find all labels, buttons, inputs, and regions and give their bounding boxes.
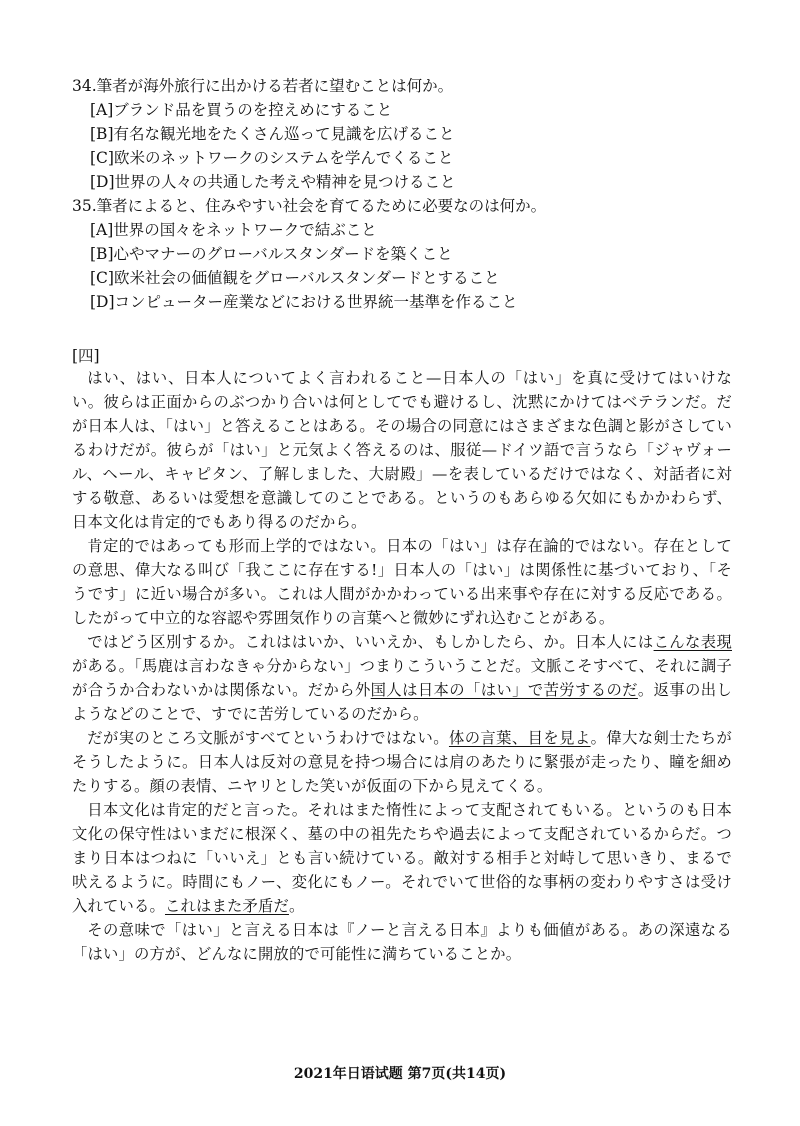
question-stem: 34.筆者が海外旅行に出かける若者に望むことは何か。 [72,77,454,95]
option-b: [B]有名な観光地をたくさん巡って見識を広げること [90,125,455,143]
paragraph-text: だが実のところ文脈がすべてというわけではない。 [87,729,449,747]
question-stem: 35.筆者によると、住みやすい社会を育てるために必要なのは何か。 [72,197,547,215]
paragraph-text: 。 [288,897,305,915]
paragraph-text: 日本文化は肯定的だと言った。それはまた惰性によって支配されてもいる。というのも日本文化の保守性はいまだに根深く、墓の中の祖先たちや過去によって支配されているからだ。つまり日本はつねに「いいえ」とも言い続けている。敵対する相手と対峙して思いきり、まるで吠えるように。時間にもノー、変化にもノー。それでいて世俗的な事柄の変わりやすさは受け入れている。 [72,801,732,915]
underlined-phrase: これはまた矛盾だ [164,897,289,915]
option-d: [D]世界の人々の共通した考えや精神を見つけること [90,173,456,191]
paragraph-text: 。返事の出しようなどのことで、すでに苦労しているのだから。 [72,681,732,723]
option-d: [D]コンピューター産業などにおける世界統一基準を作ること [90,293,518,311]
reading-passage [72,366,732,966]
question-list [72,74,762,314]
paragraph-1: はい、はい、日本人についてよく言われること—日本人の「はい」を真に受けてはいけない。彼らは正面からのぶつかり合いは何としてでも避けるし、沈黙にかけてはベテランだ。だが日本人は、「はい」と答えることはある。その場合の同意にはさまざまな色調と影がさしているわけだが。彼らが「はい」と元気よく答えるのは、服従—ドイツ語で言うなら「ジャヴォール、ヘール、キャピタン、了解しました、大尉殿」—を表しているだけではなく、対話者に対する敬意、あるいは愛想を意識してのことである。というのもあらゆる欠如にもかかわらず、日本文化は肯定的でもあり得るのだから。 [72,369,732,531]
paragraph-5 [72,798,732,918]
option-c: [C]欧米のネットワークのシステムを学んでくること [90,149,454,167]
question-34 [72,74,762,194]
underlined-phrase: こんな表現 [653,633,732,651]
paragraph-3 [72,630,732,726]
paragraph-2: 肯定的ではあっても形而上学的ではない。日本の「はい」は存在論的ではない。存在としての意思、偉大なる叫び「我ここに存在する!」日本人の「はい」は関係性に基づいており、「そうです」に近い場合が多い。これは人間がかかわっている出来事や存在に対する反応である。したがって中立的な容認や雰囲気作りの言葉へと微妙にずれ込むことがある。 [72,537,732,627]
option-a: [A]ブランド品を買うのを控えめにすること [90,101,393,119]
section-title: [四] [72,347,100,365]
option-c: [C]欧米社会の価値観をグローバルスタンダードとすること [90,269,500,287]
question-35 [72,194,762,314]
underlined-phrase: 体の言葉、目を見よ [448,729,591,747]
paragraph-text: がある。「馬鹿は言わなきゃ分からない」つまりこういうことだ。文脈こそすべて、それに調子が合うか合わないかは関係ない。だから外 [72,657,732,699]
underlined-phrase: 国人は日本の「はい」で苦労するのだ [370,681,638,699]
option-list [72,98,762,194]
page-footer: 2021年日语试题 第7页(共14页) [293,1066,507,1082]
paragraph-text: 。偉大な剣士たちがそうしたように。日本人は反対の意見を持つ場合には肩のあたりに緊張が走ったり、瞳を細めたりする。顔の表情、ニヤリとした笑いが仮面の下から見えてくる。 [72,729,732,795]
option-b: [B]心やマナーのグローバルスタンダードを築くこと [90,245,453,263]
paragraph-6: その意味で「はい」と言える日本は『ノーと言える日本』よりも価値がある。あの深遠なる「はい」の方が、どんなに開放的で可能性に満ちていることか。 [72,921,732,963]
option-a: [A]世界の国々をネットワークで結ぶこと [90,221,377,239]
paragraph-text: ではどう区別するか。これははいか、いいえか、もしかしたら、か。日本人には [87,633,654,651]
option-list [72,218,762,314]
paragraph-4 [72,726,732,798]
